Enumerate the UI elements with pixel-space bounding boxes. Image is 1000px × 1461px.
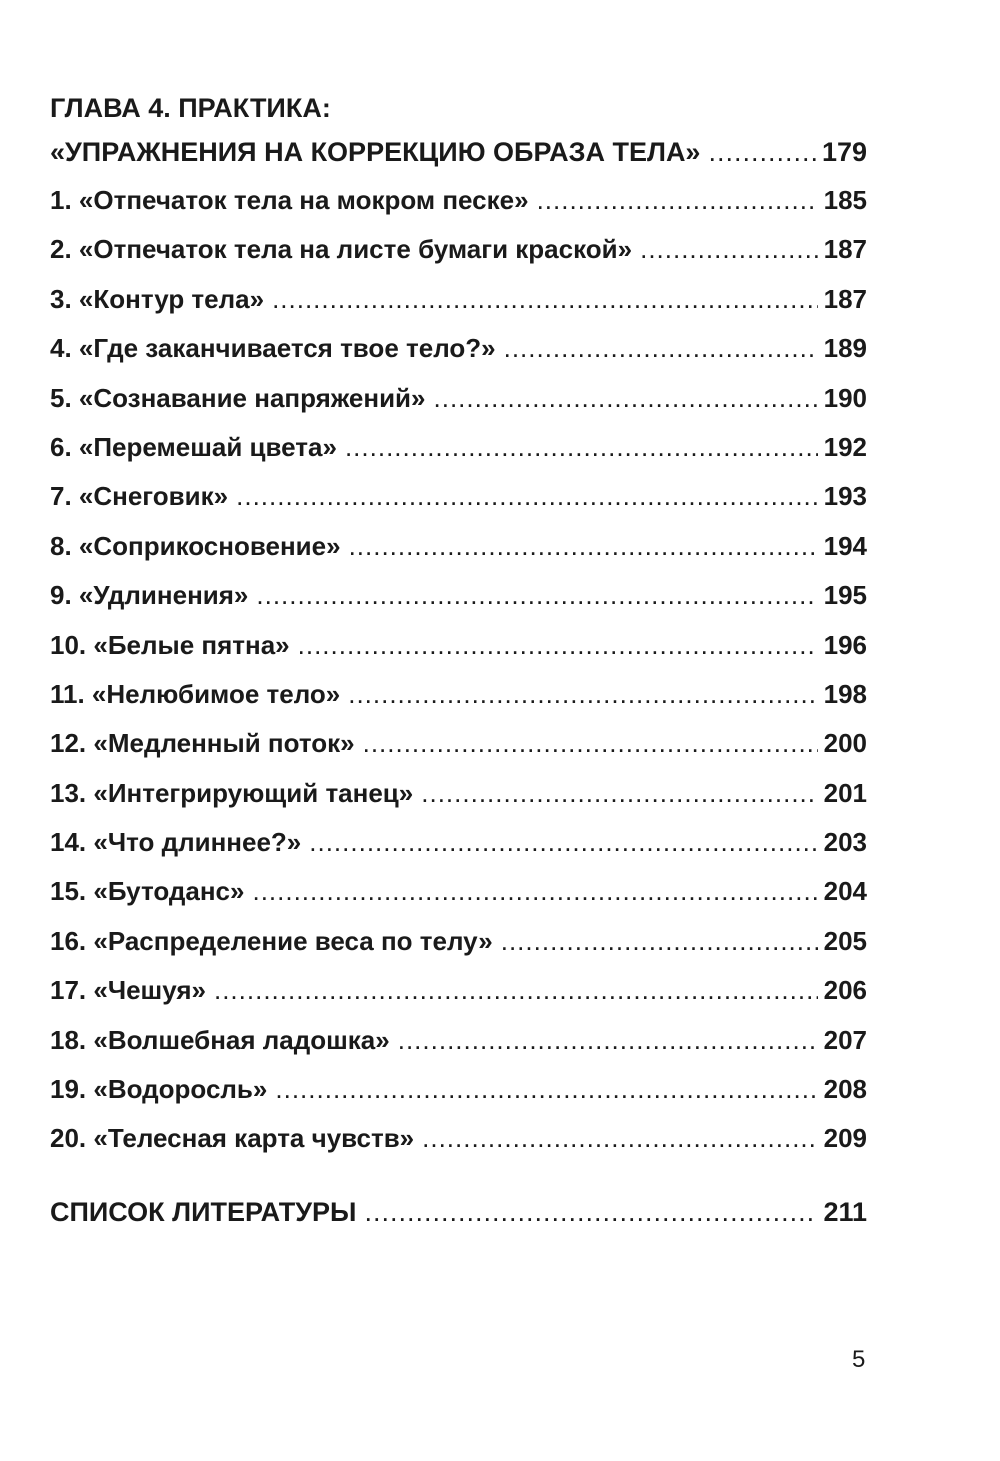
toc-entry-page: 187 xyxy=(823,234,867,265)
toc-entry-9[interactable] xyxy=(50,571,867,620)
toc-entry-page: 201 xyxy=(823,777,867,808)
toc-entry-title: 12. «Медленный поток» xyxy=(50,728,355,759)
dot-leader xyxy=(298,621,818,670)
toc-entry-6[interactable] xyxy=(50,423,867,472)
dot-leader xyxy=(363,719,818,768)
toc-entry-title: 10. «Белые пятна» xyxy=(50,629,290,660)
toc-entry-title: 2. «Отпечаток тела на листе бумаги краской» xyxy=(50,234,633,265)
page-number: 5 xyxy=(852,1346,866,1373)
dot-leader xyxy=(252,867,817,916)
toc-entry-title: 4. «Где заканчивается твое тело?» xyxy=(50,333,496,364)
toc-entry-page: 203 xyxy=(823,827,867,858)
toc-entry-title: 17. «Чешуя» xyxy=(50,975,206,1006)
dot-leader xyxy=(309,818,817,867)
toc-entry-title: 16. «Распределение веса по телу» xyxy=(50,925,493,956)
dot-leader xyxy=(348,670,817,719)
toc-entry-1[interactable] xyxy=(50,176,867,225)
toc-entry-page: 207 xyxy=(823,1024,867,1055)
toc-entry-page: 189 xyxy=(823,333,867,364)
bibliography-page: 211 xyxy=(823,1196,867,1227)
toc-entry-title: 3. «Контур тела» xyxy=(50,283,265,314)
table-of-contents xyxy=(50,88,867,1237)
dot-leader xyxy=(434,374,818,423)
chapter-heading-line2: «УПРАЖНЕНИЯ НА КОРРЕКЦИЮ ОБРАЗА ТЕЛА» xyxy=(50,137,701,167)
dot-leader xyxy=(365,1188,818,1237)
toc-entry-5[interactable] xyxy=(50,374,867,423)
toc-entry-page: 196 xyxy=(823,629,867,660)
dot-leader xyxy=(708,128,815,176)
toc-entry-10[interactable] xyxy=(50,621,867,670)
dot-leader xyxy=(501,917,818,966)
toc-entry-13[interactable] xyxy=(50,769,867,818)
toc-entry-page: 187 xyxy=(823,283,867,314)
bibliography-entry[interactable] xyxy=(50,1188,867,1237)
toc-entry-title: 9. «Удлинения» xyxy=(50,580,249,611)
chapter-page-number: 179 xyxy=(821,137,867,167)
chapter-heading-line1: ГЛАВА 4. ПРАКТИКА: xyxy=(50,93,331,123)
toc-entry-page: 200 xyxy=(823,728,867,759)
toc-entry-3[interactable] xyxy=(50,275,867,324)
bibliography-title: СПИСОК ЛИТЕРАТУРЫ xyxy=(50,1196,357,1227)
dot-leader xyxy=(272,275,818,324)
toc-entry-20[interactable] xyxy=(50,1114,867,1163)
toc-entry-title: 6. «Перемешай цвета» xyxy=(50,431,337,462)
toc-entry-17[interactable] xyxy=(50,966,867,1015)
toc-entry-title: 1. «Отпечаток тела на мокром песке» xyxy=(50,185,529,215)
toc-entry-title: 7. «Снеговик» xyxy=(50,481,229,512)
dot-leader xyxy=(537,176,818,225)
toc-entry-18[interactable] xyxy=(50,1016,867,1065)
toc-entry-page: 192 xyxy=(823,431,867,462)
toc-entry-4[interactable] xyxy=(50,324,867,373)
toc-entry-12[interactable] xyxy=(50,719,867,768)
dot-leader xyxy=(421,769,817,818)
dot-leader xyxy=(345,423,818,472)
dot-leader xyxy=(504,324,818,373)
toc-entry-page: 190 xyxy=(823,382,867,413)
dot-leader xyxy=(349,522,818,571)
toc-entry-page: 195 xyxy=(823,580,867,611)
toc-entry-page: 194 xyxy=(823,530,867,561)
dot-leader xyxy=(275,1065,817,1114)
toc-entry-8[interactable] xyxy=(50,522,867,571)
toc-entry-7[interactable] xyxy=(50,472,867,521)
toc-entry-title: 5. «Сознавание напряжений» xyxy=(50,382,426,413)
dot-leader xyxy=(422,1114,817,1163)
dot-leader xyxy=(214,966,818,1015)
toc-entry-page: 204 xyxy=(823,876,867,907)
toc-entry-15[interactable] xyxy=(50,867,867,916)
toc-entry-title: 18. «Волшебная ладошка» xyxy=(50,1024,390,1055)
toc-entry-title: 20. «Телесная карта чувств» xyxy=(50,1123,415,1154)
toc-entry-title: 11. «Нелюбимое тело» xyxy=(50,678,341,709)
dot-leader xyxy=(236,472,817,521)
toc-entry-11[interactable] xyxy=(50,670,867,719)
toc-entry-2[interactable] xyxy=(50,225,867,274)
toc-entry-title: 15. «Бутоданс» xyxy=(50,876,245,907)
toc-entry-title: 14. «Что длиннее?» xyxy=(50,827,302,858)
toc-entry-title: 19. «Водоросль» xyxy=(50,1074,268,1105)
dot-leader xyxy=(640,225,818,274)
toc-entry-16[interactable] xyxy=(50,917,867,966)
toc-entry-14[interactable] xyxy=(50,818,867,867)
chapter-heading-row[interactable] xyxy=(50,128,867,176)
toc-entry-title: 8. «Соприкосновение» xyxy=(50,530,341,561)
toc-entry-page: 209 xyxy=(823,1123,867,1154)
dot-leader xyxy=(256,571,817,620)
toc-entry-page: 198 xyxy=(823,678,867,709)
toc-entry-title: 13. «Интегрирующий танец» xyxy=(50,777,414,808)
toc-entry-page: 208 xyxy=(823,1074,867,1105)
toc-entry-page: 206 xyxy=(823,975,867,1006)
toc-entry-19[interactable] xyxy=(50,1065,867,1114)
toc-entry-page: 185 xyxy=(823,185,867,215)
toc-entry-page: 193 xyxy=(823,481,867,512)
dot-leader xyxy=(398,1016,818,1065)
toc-entry-page: 205 xyxy=(823,925,867,956)
